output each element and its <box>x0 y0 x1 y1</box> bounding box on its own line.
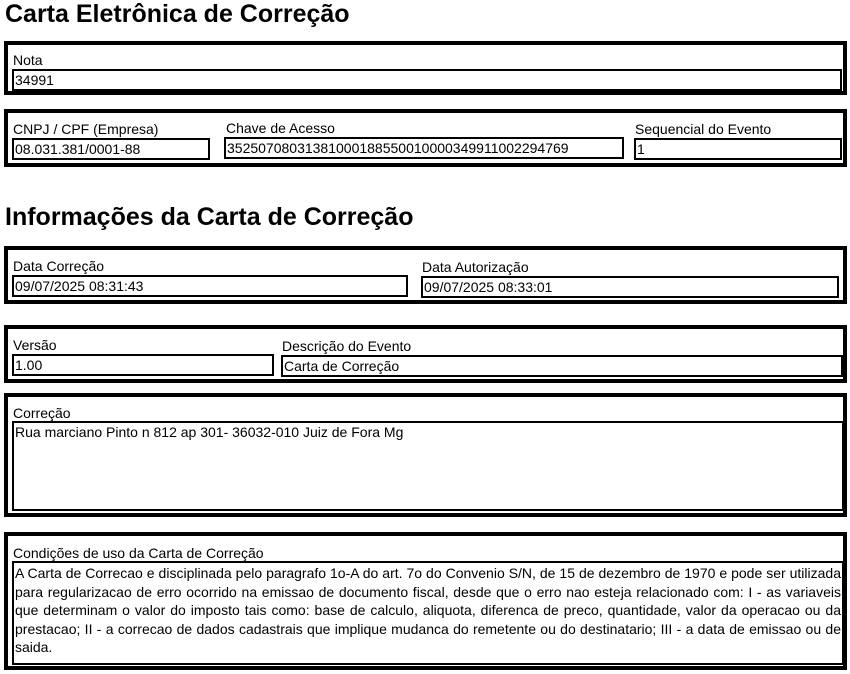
descricao-field: Carta de Correção <box>281 355 843 377</box>
versao-field: 1.00 <box>12 354 274 376</box>
nota-field: 34991 <box>12 69 842 91</box>
correcao-field: Rua marciano Pinto n 812 ap 301- 36032-010 Juiz de Fora Mg <box>12 421 844 511</box>
cnpj-field: 08.031.381/0001-88 <box>12 138 210 160</box>
condicoes-text: A Carta de Correcao e disciplinada pelo paragrafo 1o-A do art. 7o do Convenio S/N, de 15 de dezembro de 1970 e pode ser utilizada para regularizacao de erro ocorrido na emissao de documento fiscal, desde que o erro nao esteja relacionado com: I - as variaveis que determinam o valor do imposto tais como: base de calculo, aliquota, diferenca de preco, quantidade, valor da operacao ou da prestacao; II - a correcao de dados cadastrais que implique mudanca do remetente ou do destinatario; III - a data de emissao ou de saida. <box>12 561 844 665</box>
data-correcao-label: Data Correção <box>13 258 105 274</box>
chave-field: 35250708031381000188550010000349911002294769 <box>224 137 624 159</box>
correcao-section <box>4 393 847 517</box>
data-correcao-field: 09/07/2025 08:31:43 <box>12 275 408 297</box>
empresa-section <box>4 109 847 167</box>
page-title: Carta Eletrônica de Correção <box>5 0 350 28</box>
datas-section <box>4 246 847 304</box>
correcao-label: Correção <box>13 405 71 421</box>
chave-label: Chave de Acesso <box>226 120 335 136</box>
info-title: Informações da Carta de Correção <box>5 203 414 231</box>
data-autorizacao-label: Data Autorização <box>422 259 529 275</box>
cnpj-label: CNPJ / CPF (Empresa) <box>13 121 159 137</box>
condicoes-label: Condições de uso da Carta de Correção <box>13 545 264 561</box>
descricao-label: Descrição do Evento <box>282 338 412 354</box>
condicoes-section <box>4 532 847 670</box>
nota-label: Nota <box>13 52 43 68</box>
data-autorizacao-field: 09/07/2025 08:33:01 <box>421 276 839 298</box>
evento-section <box>4 325 847 383</box>
seq-field: 1 <box>634 138 842 160</box>
nota-section <box>4 41 847 95</box>
seq-label: Sequencial do Evento <box>635 121 772 137</box>
versao-label: Versão <box>13 337 57 353</box>
